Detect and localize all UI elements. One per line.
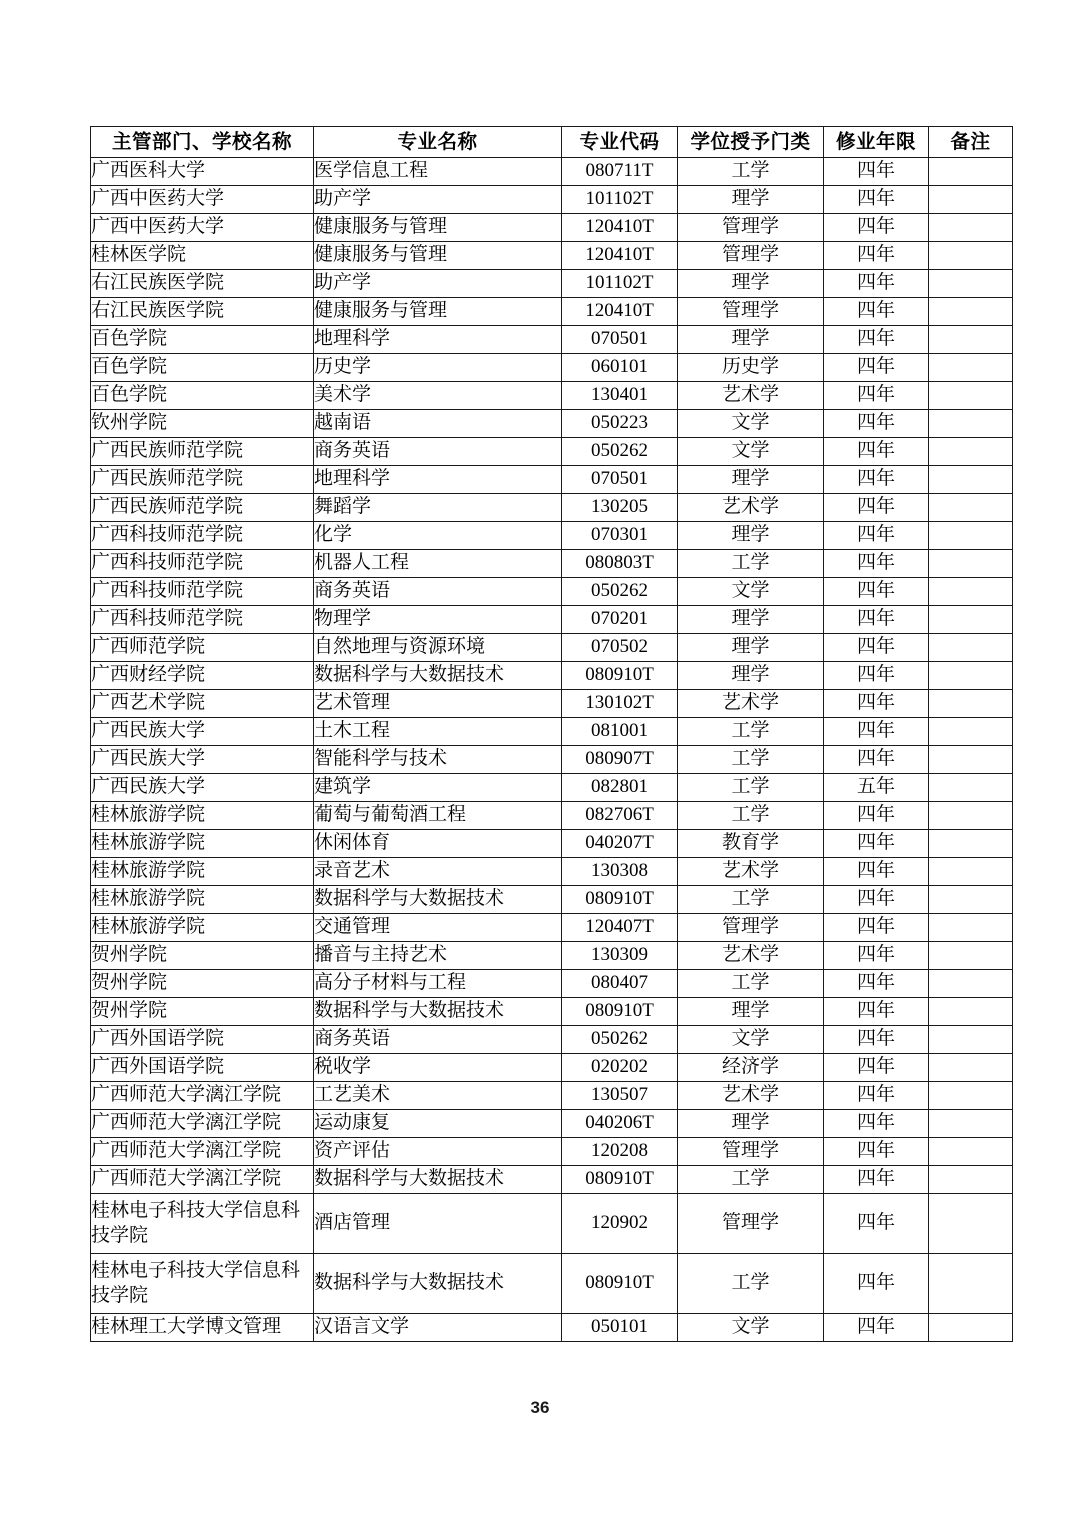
row-years: 四年 — [824, 662, 929, 690]
row-code: 070301 — [562, 522, 678, 550]
row-years: 四年 — [824, 1110, 929, 1138]
row-remark — [929, 438, 1013, 466]
row-code: 080910T — [562, 1254, 678, 1314]
row-major: 商务英语 — [314, 1026, 562, 1054]
row-code: 050262 — [562, 438, 678, 466]
row-degree: 教育学 — [678, 830, 824, 858]
row-major: 数据科学与大数据技术 — [314, 886, 562, 914]
row-school: 广西科技师范学院 — [91, 522, 314, 550]
table-row — [91, 718, 1013, 746]
row-school: 钦州学院 — [91, 410, 314, 438]
row-major: 税收学 — [314, 1054, 562, 1082]
row-remark — [929, 1110, 1013, 1138]
row-school: 广西艺术学院 — [91, 690, 314, 718]
row-years: 四年 — [824, 858, 929, 886]
row-years: 四年 — [824, 746, 929, 774]
row-school: 桂林旅游学院 — [91, 886, 314, 914]
row-degree: 管理学 — [678, 1138, 824, 1166]
row-school: 广西科技师范学院 — [91, 606, 314, 634]
row-school: 广西中医药大学 — [91, 186, 314, 214]
row-remark — [929, 718, 1013, 746]
row-major: 资产评估 — [314, 1138, 562, 1166]
row-major: 助产学 — [314, 270, 562, 298]
page-number: 36 — [530, 1398, 550, 1417]
table-row — [91, 998, 1013, 1026]
column-header-remark: 备注 — [929, 127, 1013, 158]
row-degree: 理学 — [678, 522, 824, 550]
row-code: 080910T — [562, 998, 678, 1026]
row-major: 机器人工程 — [314, 550, 562, 578]
row-major: 葡萄与葡萄酒工程 — [314, 802, 562, 830]
row-degree: 工学 — [678, 746, 824, 774]
row-degree: 工学 — [678, 550, 824, 578]
row-code: 080910T — [562, 886, 678, 914]
row-code: 101102T — [562, 270, 678, 298]
row-remark — [929, 1166, 1013, 1194]
row-remark — [929, 298, 1013, 326]
row-school: 广西师范大学漓江学院 — [91, 1166, 314, 1194]
row-code: 050101 — [562, 1314, 678, 1342]
row-years: 四年 — [824, 690, 929, 718]
table-row — [91, 746, 1013, 774]
row-major: 录音艺术 — [314, 858, 562, 886]
row-years: 四年 — [824, 242, 929, 270]
row-degree: 工学 — [678, 970, 824, 998]
row-years: 四年 — [824, 1054, 929, 1082]
row-years: 四年 — [824, 1166, 929, 1194]
row-school: 广西中医药大学 — [91, 214, 314, 242]
row-code: 040207T — [562, 830, 678, 858]
row-code: 060101 — [562, 354, 678, 382]
row-code: 130205 — [562, 494, 678, 522]
row-remark — [929, 634, 1013, 662]
row-code: 120410T — [562, 298, 678, 326]
row-years: 四年 — [824, 1138, 929, 1166]
row-degree: 理学 — [678, 466, 824, 494]
row-degree: 艺术学 — [678, 690, 824, 718]
row-degree: 工学 — [678, 718, 824, 746]
majors-table — [90, 126, 1013, 1342]
row-remark — [929, 270, 1013, 298]
row-remark — [929, 1082, 1013, 1110]
row-remark — [929, 466, 1013, 494]
row-years: 四年 — [824, 354, 929, 382]
table-row — [91, 410, 1013, 438]
row-major: 艺术管理 — [314, 690, 562, 718]
table-row — [91, 522, 1013, 550]
table-row — [91, 858, 1013, 886]
row-degree: 工学 — [678, 886, 824, 914]
table-row — [91, 550, 1013, 578]
row-degree: 理学 — [678, 326, 824, 354]
table-row — [91, 578, 1013, 606]
table-row — [91, 1054, 1013, 1082]
row-remark — [929, 1026, 1013, 1054]
row-years: 四年 — [824, 914, 929, 942]
row-degree: 艺术学 — [678, 494, 824, 522]
column-header-years: 修业年限 — [824, 127, 929, 158]
row-code: 050262 — [562, 578, 678, 606]
row-years: 四年 — [824, 1026, 929, 1054]
row-years: 四年 — [824, 186, 929, 214]
row-code: 070501 — [562, 466, 678, 494]
row-remark — [929, 746, 1013, 774]
row-remark — [929, 1138, 1013, 1166]
row-code: 120902 — [562, 1194, 678, 1254]
row-code: 080711T — [562, 158, 678, 186]
row-years: 四年 — [824, 326, 929, 354]
majors-table-container — [90, 126, 1012, 1342]
row-years: 四年 — [824, 830, 929, 858]
row-major: 汉语言文学 — [314, 1314, 562, 1342]
row-remark — [929, 942, 1013, 970]
row-degree: 文学 — [678, 410, 824, 438]
row-code: 120407T — [562, 914, 678, 942]
row-code: 082801 — [562, 774, 678, 802]
row-remark — [929, 858, 1013, 886]
table-row — [91, 354, 1013, 382]
row-degree: 理学 — [678, 634, 824, 662]
table-row — [91, 466, 1013, 494]
row-years: 四年 — [824, 578, 929, 606]
row-years: 四年 — [824, 522, 929, 550]
row-years: 四年 — [824, 158, 929, 186]
table-row — [91, 886, 1013, 914]
row-school: 贺州学院 — [91, 942, 314, 970]
row-major: 自然地理与资源环境 — [314, 634, 562, 662]
row-school: 广西师范学院 — [91, 634, 314, 662]
row-degree: 理学 — [678, 270, 824, 298]
table-row — [91, 1194, 1013, 1254]
row-major: 酒店管理 — [314, 1194, 562, 1254]
row-degree: 管理学 — [678, 914, 824, 942]
row-major: 商务英语 — [314, 578, 562, 606]
row-code: 082706T — [562, 802, 678, 830]
row-years: 四年 — [824, 1254, 929, 1314]
row-code: 050262 — [562, 1026, 678, 1054]
row-degree: 艺术学 — [678, 858, 824, 886]
row-code: 120208 — [562, 1138, 678, 1166]
row-remark — [929, 886, 1013, 914]
row-major: 医学信息工程 — [314, 158, 562, 186]
row-school: 广西民族师范学院 — [91, 466, 314, 494]
row-code: 020202 — [562, 1054, 678, 1082]
row-years: 四年 — [824, 1082, 929, 1110]
table-row — [91, 1314, 1013, 1342]
row-degree: 艺术学 — [678, 382, 824, 410]
row-years: 四年 — [824, 410, 929, 438]
table-row — [91, 494, 1013, 522]
row-major: 历史学 — [314, 354, 562, 382]
table-row — [91, 914, 1013, 942]
row-remark — [929, 690, 1013, 718]
row-degree: 管理学 — [678, 214, 824, 242]
row-degree: 管理学 — [678, 242, 824, 270]
row-major: 美术学 — [314, 382, 562, 410]
table-row — [91, 1026, 1013, 1054]
row-school: 桂林旅游学院 — [91, 914, 314, 942]
row-remark — [929, 578, 1013, 606]
row-years: 四年 — [824, 634, 929, 662]
row-years: 四年 — [824, 494, 929, 522]
table-row — [91, 438, 1013, 466]
row-code: 120410T — [562, 242, 678, 270]
row-degree: 管理学 — [678, 1194, 824, 1254]
row-major: 地理科学 — [314, 466, 562, 494]
row-remark — [929, 802, 1013, 830]
row-remark — [929, 382, 1013, 410]
row-remark — [929, 242, 1013, 270]
row-school: 百色学院 — [91, 382, 314, 410]
row-school: 右江民族医学院 — [91, 270, 314, 298]
table-row — [91, 662, 1013, 690]
row-remark — [929, 186, 1013, 214]
row-code: 070501 — [562, 326, 678, 354]
row-years: 四年 — [824, 1314, 929, 1342]
table-row — [91, 326, 1013, 354]
row-code: 070502 — [562, 634, 678, 662]
table-row — [91, 1138, 1013, 1166]
row-remark — [929, 494, 1013, 522]
row-remark — [929, 214, 1013, 242]
row-major: 数据科学与大数据技术 — [314, 998, 562, 1026]
row-remark — [929, 1314, 1013, 1342]
row-remark — [929, 1194, 1013, 1254]
column-header-school: 主管部门、学校名称 — [91, 127, 314, 158]
table-body — [91, 158, 1013, 1342]
table-header-row — [91, 127, 1013, 158]
row-code: 080803T — [562, 550, 678, 578]
table-row — [91, 158, 1013, 186]
table-row — [91, 1110, 1013, 1138]
row-code: 080407 — [562, 970, 678, 998]
row-degree: 工学 — [678, 1254, 824, 1314]
row-school: 广西医科大学 — [91, 158, 314, 186]
row-years: 四年 — [824, 886, 929, 914]
row-major: 舞蹈学 — [314, 494, 562, 522]
row-remark — [929, 998, 1013, 1026]
row-code: 130308 — [562, 858, 678, 886]
row-major: 工艺美术 — [314, 1082, 562, 1110]
table-row — [91, 1082, 1013, 1110]
table-row — [91, 1166, 1013, 1194]
table-row — [91, 634, 1013, 662]
row-major: 越南语 — [314, 410, 562, 438]
table-row — [91, 242, 1013, 270]
row-major: 休闲体育 — [314, 830, 562, 858]
row-major: 运动康复 — [314, 1110, 562, 1138]
row-code: 130507 — [562, 1082, 678, 1110]
row-school: 桂林理工大学博文管理 — [91, 1314, 314, 1342]
row-school: 桂林电子科技大学信息科技学院 — [91, 1254, 314, 1314]
row-remark — [929, 522, 1013, 550]
row-remark — [929, 914, 1013, 942]
row-school: 贺州学院 — [91, 970, 314, 998]
row-school: 广西师范大学漓江学院 — [91, 1082, 314, 1110]
row-remark — [929, 662, 1013, 690]
row-code: 070201 — [562, 606, 678, 634]
row-years: 四年 — [824, 270, 929, 298]
row-degree: 工学 — [678, 774, 824, 802]
row-school: 广西财经学院 — [91, 662, 314, 690]
row-school: 广西民族师范学院 — [91, 438, 314, 466]
row-major: 智能科学与技术 — [314, 746, 562, 774]
row-school: 桂林旅游学院 — [91, 830, 314, 858]
row-remark — [929, 550, 1013, 578]
table-row — [91, 298, 1013, 326]
row-code: 130401 — [562, 382, 678, 410]
row-school: 广西外国语学院 — [91, 1026, 314, 1054]
row-major: 交通管理 — [314, 914, 562, 942]
row-remark — [929, 410, 1013, 438]
row-remark — [929, 606, 1013, 634]
row-remark — [929, 158, 1013, 186]
row-degree: 文学 — [678, 578, 824, 606]
row-major: 健康服务与管理 — [314, 242, 562, 270]
table-row — [91, 606, 1013, 634]
row-school: 广西民族大学 — [91, 718, 314, 746]
table-row — [91, 830, 1013, 858]
table-row — [91, 942, 1013, 970]
row-degree: 艺术学 — [678, 942, 824, 970]
row-years: 四年 — [824, 466, 929, 494]
table-row — [91, 774, 1013, 802]
row-degree: 理学 — [678, 998, 824, 1026]
row-school: 广西科技师范学院 — [91, 578, 314, 606]
row-major: 健康服务与管理 — [314, 298, 562, 326]
row-years: 四年 — [824, 550, 929, 578]
row-code: 101102T — [562, 186, 678, 214]
row-code: 050223 — [562, 410, 678, 438]
row-major: 播音与主持艺术 — [314, 942, 562, 970]
table-row — [91, 970, 1013, 998]
row-major: 建筑学 — [314, 774, 562, 802]
column-header-code: 专业代码 — [562, 127, 678, 158]
row-years: 四年 — [824, 998, 929, 1026]
row-major: 物理学 — [314, 606, 562, 634]
row-remark — [929, 326, 1013, 354]
row-major: 数据科学与大数据技术 — [314, 1166, 562, 1194]
row-major: 数据科学与大数据技术 — [314, 1254, 562, 1314]
row-school: 贺州学院 — [91, 998, 314, 1026]
row-major: 土木工程 — [314, 718, 562, 746]
row-code: 080907T — [562, 746, 678, 774]
row-years: 四年 — [824, 970, 929, 998]
table-row — [91, 382, 1013, 410]
row-degree: 历史学 — [678, 354, 824, 382]
row-code: 081001 — [562, 718, 678, 746]
row-degree: 文学 — [678, 1026, 824, 1054]
row-remark — [929, 830, 1013, 858]
row-major: 商务英语 — [314, 438, 562, 466]
table-row — [91, 270, 1013, 298]
row-degree: 经济学 — [678, 1054, 824, 1082]
row-major: 高分子材料与工程 — [314, 970, 562, 998]
row-major: 健康服务与管理 — [314, 214, 562, 242]
row-major: 化学 — [314, 522, 562, 550]
row-school: 广西外国语学院 — [91, 1054, 314, 1082]
row-code: 130102T — [562, 690, 678, 718]
row-school: 桂林旅游学院 — [91, 858, 314, 886]
row-code: 130309 — [562, 942, 678, 970]
row-remark — [929, 1054, 1013, 1082]
row-school: 桂林医学院 — [91, 242, 314, 270]
table-row — [91, 186, 1013, 214]
row-school: 广西民族大学 — [91, 746, 314, 774]
row-years: 四年 — [824, 214, 929, 242]
row-code: 120410T — [562, 214, 678, 242]
row-code: 080910T — [562, 662, 678, 690]
row-degree: 管理学 — [678, 298, 824, 326]
table-row — [91, 690, 1013, 718]
row-school: 百色学院 — [91, 326, 314, 354]
row-school: 桂林旅游学院 — [91, 802, 314, 830]
row-years: 四年 — [824, 718, 929, 746]
row-degree: 艺术学 — [678, 1082, 824, 1110]
row-school: 桂林电子科技大学信息科技学院 — [91, 1194, 314, 1254]
table-row — [91, 214, 1013, 242]
row-school: 广西民族大学 — [91, 774, 314, 802]
row-degree: 工学 — [678, 1166, 824, 1194]
row-school: 广西师范大学漓江学院 — [91, 1138, 314, 1166]
row-years: 四年 — [824, 606, 929, 634]
row-code: 040206T — [562, 1110, 678, 1138]
row-years: 四年 — [824, 942, 929, 970]
column-header-degree: 学位授予门类 — [678, 127, 824, 158]
row-degree: 理学 — [678, 186, 824, 214]
row-remark — [929, 970, 1013, 998]
row-school: 百色学院 — [91, 354, 314, 382]
row-remark — [929, 1254, 1013, 1314]
row-degree: 理学 — [678, 662, 824, 690]
table-row — [91, 802, 1013, 830]
row-school: 右江民族医学院 — [91, 298, 314, 326]
row-school: 广西科技师范学院 — [91, 550, 314, 578]
row-remark — [929, 774, 1013, 802]
row-degree: 理学 — [678, 606, 824, 634]
row-years: 四年 — [824, 382, 929, 410]
row-school: 广西师范大学漓江学院 — [91, 1110, 314, 1138]
row-remark — [929, 354, 1013, 382]
row-years: 四年 — [824, 1194, 929, 1254]
table-row — [91, 1254, 1013, 1314]
row-school: 广西民族师范学院 — [91, 494, 314, 522]
row-major: 数据科学与大数据技术 — [314, 662, 562, 690]
row-years: 四年 — [824, 298, 929, 326]
row-years: 四年 — [824, 802, 929, 830]
row-code: 080910T — [562, 1166, 678, 1194]
row-major: 助产学 — [314, 186, 562, 214]
row-years: 四年 — [824, 438, 929, 466]
row-degree: 工学 — [678, 802, 824, 830]
row-degree: 理学 — [678, 1110, 824, 1138]
row-degree: 文学 — [678, 1314, 824, 1342]
row-degree: 工学 — [678, 158, 824, 186]
row-degree: 文学 — [678, 438, 824, 466]
row-years: 五年 — [824, 774, 929, 802]
row-major: 地理科学 — [314, 326, 562, 354]
table-header — [91, 127, 1013, 158]
column-header-major: 专业名称 — [314, 127, 562, 158]
